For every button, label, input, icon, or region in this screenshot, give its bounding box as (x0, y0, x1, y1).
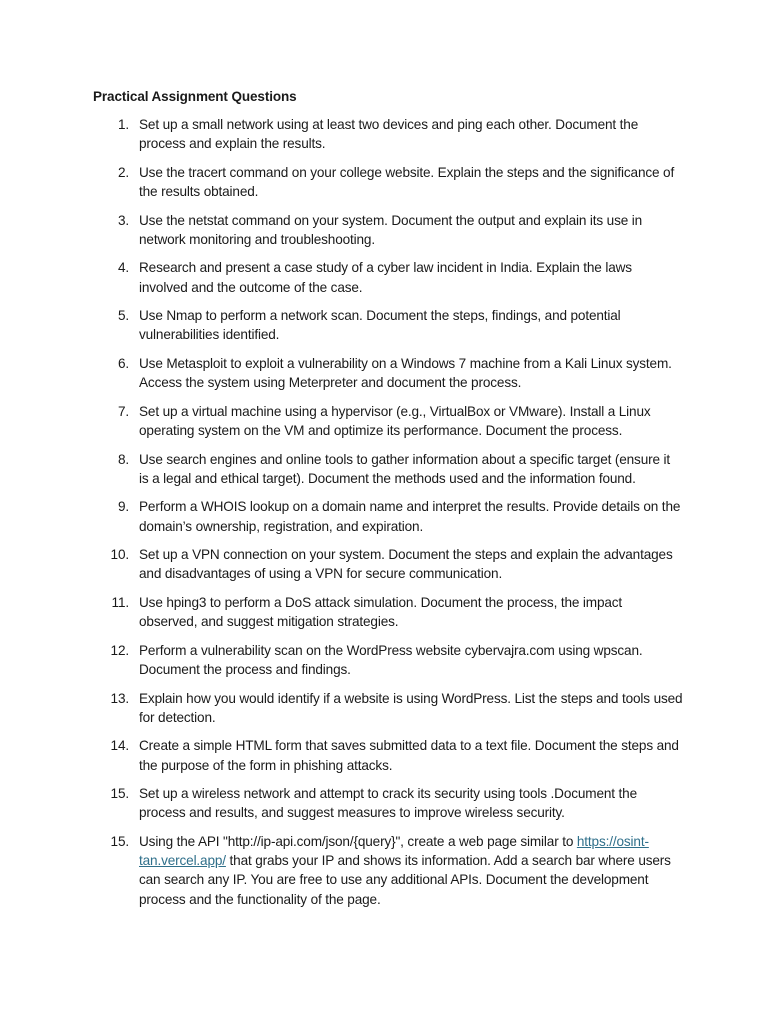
question-text: Create a simple HTML form that saves submitted data to a text file. Document the steps and the purpose of the form in phishing attacks. (139, 738, 679, 773)
question-text: Set up a VPN connection on your system. Document the steps and explain the advantages and disadvantages of using a VPN for secure communication. (139, 547, 673, 582)
document-heading: Practical Assignment Questions (93, 89, 297, 104)
question-item (93, 641, 683, 679)
question-number: 5. (117, 308, 129, 324)
question-text-before-link: Using the API "http://ip-api.com/json/{query}", create a web page similar to (139, 833, 577, 849)
question-text: Use Metasploit to exploit a vulnerability on a Windows 7 machine from a Kali Linux system. Access the system using Meterpreter and document the process. (139, 355, 672, 391)
question-item (93, 258, 683, 296)
question-text: Use hping3 to perform a DoS attack simulation. Document the process, the impact observed, and suggest mitigation strategies. (139, 594, 623, 630)
question-number: 10. (110, 547, 129, 563)
question-number: 4. (117, 260, 129, 276)
question-item (93, 545, 683, 583)
question-text: Set up a wireless network and attempt to crack its security using tools .Document the process and results, and suggest measures to improve wireless security. (139, 786, 638, 821)
question-item (93, 402, 683, 440)
question-item (93, 497, 683, 535)
question-number: 1. (117, 117, 129, 132)
question-text: Perform a WHOIS lookup on a domain name and interpret the results. Provide details on the domain’s ownership, registration, and expiration. (139, 499, 681, 534)
question-item (93, 306, 683, 344)
question-text: Use the tracert command on your college website. Explain the steps and the significance of the results obtained. (139, 164, 675, 199)
question-text: Set up a virtual machine using a hypervisor (e.g., VirtualBox or VMware). Install a Linux operating system on the VM and optimize its performance. Document the process. (139, 403, 651, 438)
question-text-after-link: that grabs your IP and shows its information. Add a search bar where users can search any IP. You are free to use any additional APIs. Document the development process and the functionality of the page. (139, 853, 671, 907)
question-item (93, 115, 683, 153)
question-number: 12. (110, 642, 129, 658)
question-text: Set up a small network using at least two devices and ping each other. Document the process and explain the results. (139, 117, 639, 152)
question-number: 2. (117, 164, 129, 180)
question-number: 15. (110, 786, 129, 802)
question-text: Use search engines and online tools to gather information about a specific target (ensure it is a legal and ethical target). Document the methods used and the information found. (139, 451, 671, 486)
question-number: 9. (117, 499, 129, 515)
question-number: 15. (110, 833, 129, 849)
osint-tan-link[interactable]: https://osint-tan.vercel.app/ (139, 833, 649, 869)
question-text: Explain how you would identify if a website is using WordPress. List the steps and tools used for detection. (139, 690, 683, 725)
question-number: 3. (117, 212, 129, 228)
question-text: Use the netstat command on your system. Document the output and explain its use in network monitoring and troubleshooting. (139, 212, 643, 247)
question-item (93, 450, 683, 488)
question-item-api (93, 832, 683, 909)
question-text: Use Nmap to perform a network scan. Document the steps, findings, and potential vulnerabilities identified. (139, 308, 621, 343)
question-number: 8. (117, 451, 129, 467)
question-item (93, 593, 683, 631)
question-number: 7. (117, 403, 129, 419)
question-number: 13. (110, 690, 129, 706)
question-item (93, 689, 683, 727)
question-item (93, 736, 683, 774)
question-item (93, 163, 683, 201)
question-number: 6. (117, 355, 129, 371)
question-number: 11. (111, 594, 129, 610)
question-number: 14. (110, 738, 129, 754)
document-page (93, 88, 683, 918)
question-item (93, 211, 683, 249)
question-text: Research and present a case study of a cyber law incident in India. Explain the laws involved and the outcome of the case. (139, 260, 632, 295)
question-item (93, 784, 683, 822)
question-text: Perform a vulnerability scan on the WordPress website cybervajra.com using wpscan. Document the process and findings. (139, 642, 643, 677)
question-list (93, 115, 683, 909)
question-item (93, 354, 683, 392)
